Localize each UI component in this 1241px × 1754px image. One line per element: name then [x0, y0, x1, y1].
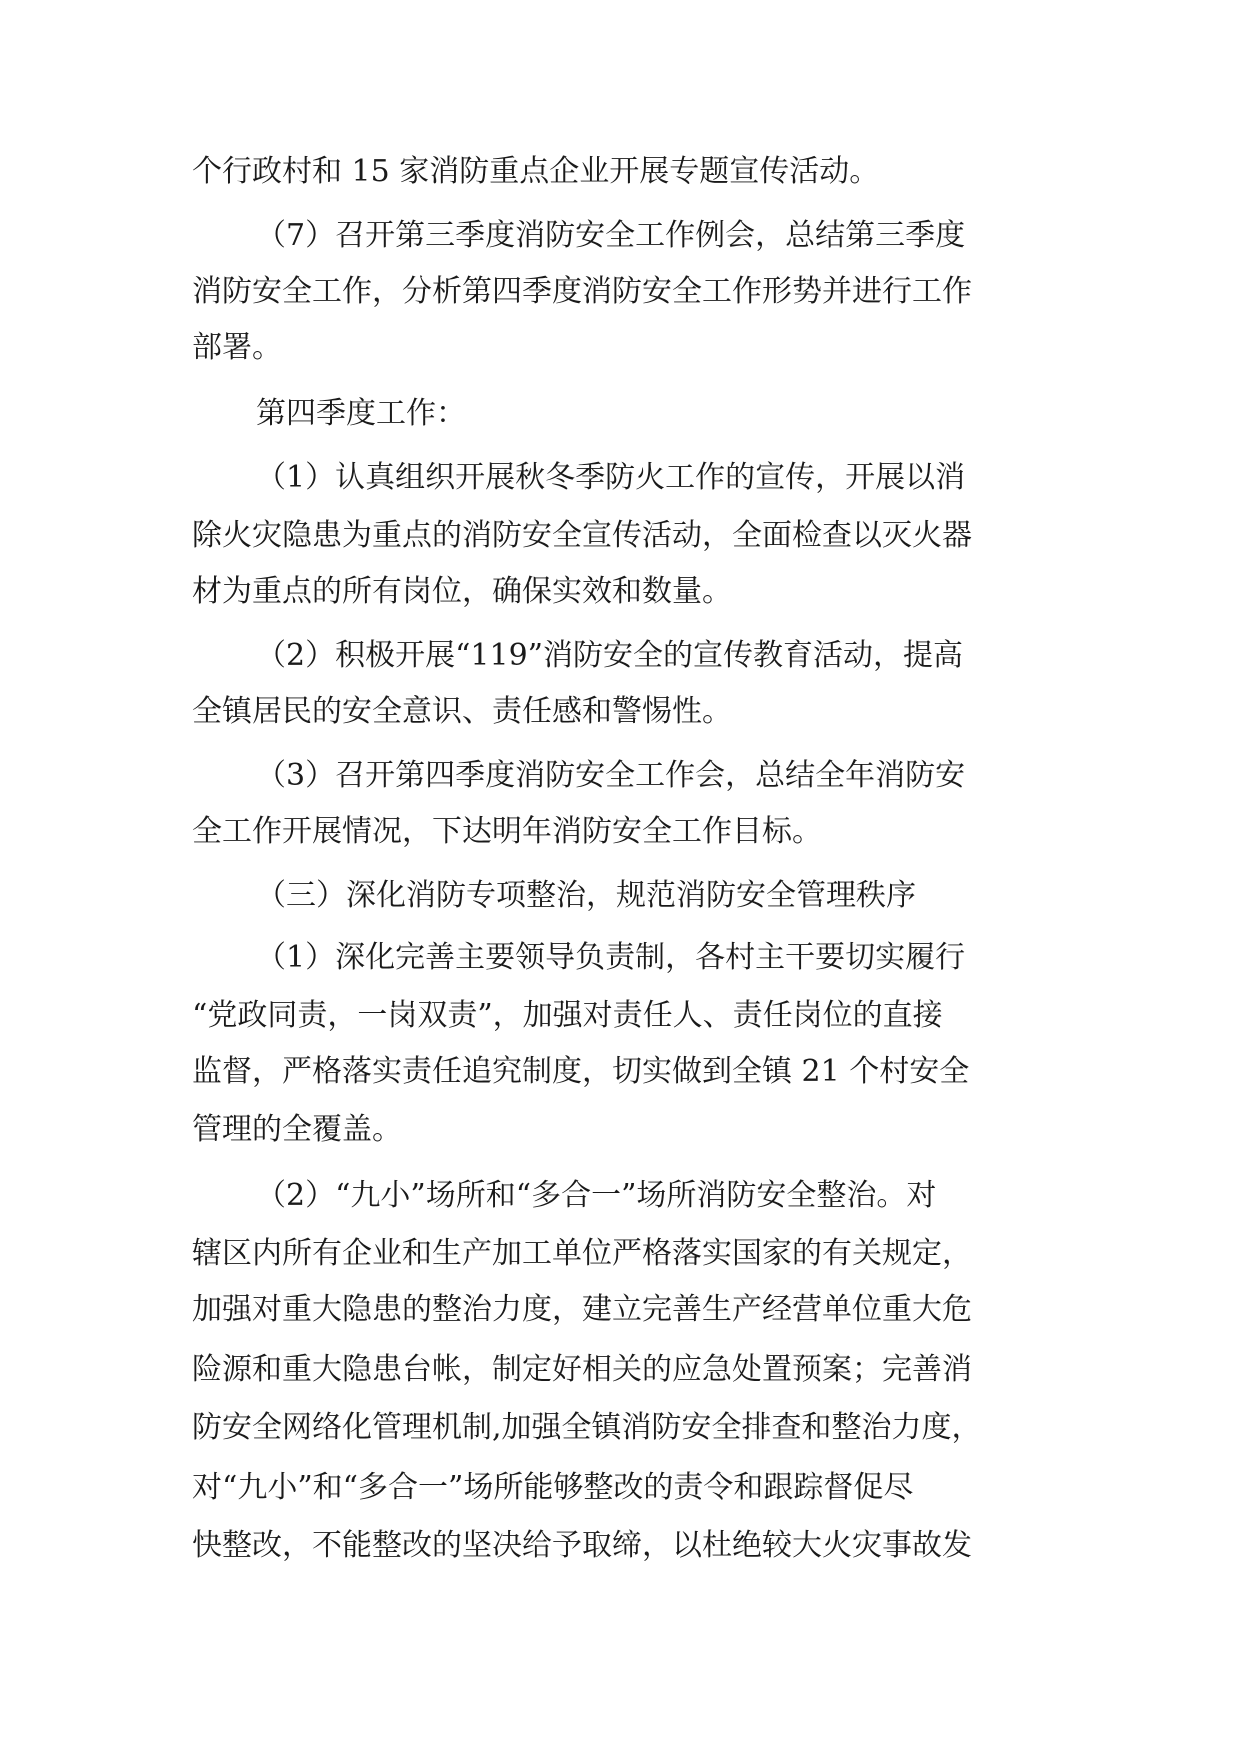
text-line: 部署。	[192, 330, 282, 365]
text-line: 险源和重大隐患台帐，制定好相关的应急处置预案；完善消	[192, 1352, 972, 1387]
text-line: “党政同责，一岗双责”，加强对责任人、责任岗位的直接	[192, 998, 943, 1033]
text-line: 消防安全工作，分析第四季度消防安全工作形势并进行工作	[192, 274, 972, 309]
text-line: （3）召开第四季度消防安全工作会，总结全年消防安	[256, 758, 966, 793]
section-heading: 第四季度工作：	[256, 396, 466, 431]
text-line: （1）认真组织开展秋冬季防火工作的宣传，开展以消	[256, 460, 966, 495]
text-line: 除火灾隐患为重点的消防安全宣传活动，全面检查以灭火器	[192, 518, 972, 553]
text-line: 防安全网络化管理机制,加强全镇消防安全排查和整治力度，	[192, 1410, 982, 1445]
text-line: 加强对重大隐患的整治力度，建立完善生产经营单位重大危	[192, 1292, 972, 1327]
text-line: （7）召开第三季度消防安全工作例会，总结第三季度	[256, 218, 966, 253]
section-heading: （三）深化消防专项整治，规范消防安全管理秩序	[256, 878, 916, 913]
text-line: 管理的全覆盖。	[192, 1112, 402, 1147]
text-line: 全镇居民的安全意识、责任感和警惕性。	[192, 694, 732, 729]
text-line: 监督，严格落实责任追究制度，切实做到全镇 21 个村安全	[192, 1054, 970, 1089]
text-line: 对“九小”和“多合一”场所能够整改的责令和跟踪督促尽	[192, 1470, 914, 1505]
text-line: 材为重点的所有岗位，确保实效和数量。	[192, 574, 732, 609]
text-line: 全工作开展情况，下达明年消防安全工作目标。	[192, 814, 822, 849]
text-line: （1）深化完善主要领导负责制，各村主干要切实履行	[256, 940, 966, 975]
text-line: 辖区内所有企业和生产加工单位严格落实国家的有关规定，	[192, 1236, 972, 1271]
text-line: 个行政村和 15 家消防重点企业开展专题宣传活动。	[192, 154, 880, 189]
text-line: （2）“九小”场所和“多合一”场所消防安全整治。对	[256, 1178, 937, 1213]
text-line: 快整改，不能整改的坚决给予取缔，以杜绝较大火灾事故发	[192, 1528, 972, 1563]
text-line: （2）积极开展“119”消防安全的宣传教育活动，提高	[256, 638, 964, 673]
